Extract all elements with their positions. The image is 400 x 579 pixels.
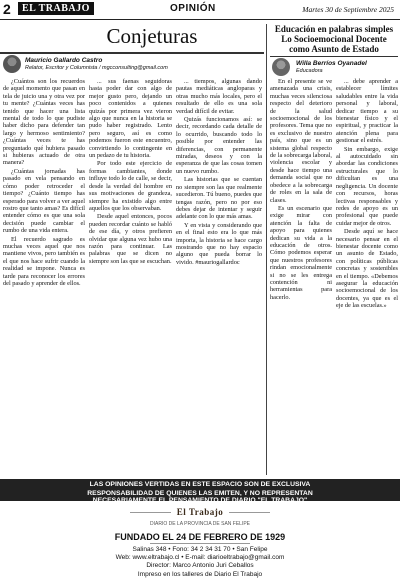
article-column-1 bbox=[3, 78, 85, 475]
divider bbox=[270, 56, 398, 57]
founded-date: FUNDADO EL 24 DE FEBRERO DE 1929 bbox=[114, 532, 286, 542]
paragraph: Quizás funcionamos así: se decir, recordando cada detalle de lo ocurrido, buscando todo lo posible por entender las diferencias, con permanente miradas, deseos y con la esperanza de que las cosas tomen un nuevo rumbo. bbox=[176, 116, 262, 175]
paragraph: ... debe aprender a establecer límites saludables entre la vida personal y laboral, dedicar tiempo a su bienestar físico y el espiritual, y practicar la atención plena para gestionar el estrés. bbox=[336, 78, 398, 145]
paragraph: ¿Cuántas jornadas has pasado en vela pensando en cómo poder retroceder el tiempo? ¿Cuánto tiempo has esperado para volver a ver aquel rostro que tanto amas? Es difícil entender cómo es que una sola decisión puede cambiar el rumbo de una vida entera. bbox=[3, 167, 85, 235]
author-avatar bbox=[272, 58, 290, 76]
footer-logo bbox=[130, 503, 270, 521]
issue-date: Martes 30 de Septiembre 2025 bbox=[302, 5, 394, 14]
contact-info bbox=[0, 546, 400, 579]
paragraph: Por todo este ejercicio de formas cambiantes, donde influye todo lo de calle, se decir, desde la verdad del hombre en sus motivaciones de grandeza, siempre ha existido algo entre aquellos que los observaban. bbox=[89, 160, 172, 212]
author-name: Mauricio Gallardo Castro bbox=[25, 57, 103, 64]
address-line: Salinas 348 • Fono: 34 2 34 31 70 • San Felipe bbox=[132, 546, 268, 553]
divider bbox=[150, 543, 250, 544]
printing-line: Impreso en los talleres de Diario El Trabajo bbox=[137, 570, 263, 578]
paragraph: Sin embargo, exige al autocuidado sin abordar las condiciones estructurales que lo dificultan es una negligencia. Un docente con recursos, horas lectivas responsables y redes de apoyo es un profesional que puede cuidar mejor de otros. bbox=[336, 145, 398, 227]
author-avatar bbox=[3, 55, 21, 73]
page-number: 2 bbox=[3, 1, 11, 17]
paragraph: Las historias que se cuentan no siempre son las que realmente sucedieron. Tú bueno, puedes que tengas razón, pero no por eso debes dejar de intentar y seguir adelante con lo que más amas. bbox=[176, 176, 262, 221]
article-column-3 bbox=[176, 78, 262, 475]
column-title: Conjeturas bbox=[106, 24, 198, 48]
disclaimer-line: RESPONSABILIDAD DE QUIENES LAS EMITEN, Y NO REPRESENTAN bbox=[87, 490, 313, 497]
divider bbox=[0, 52, 264, 54]
disclaimer-line: NECESARIAMENTE EL PENSAMIENTO DE DIARIO "EL TRABAJO" bbox=[92, 497, 308, 504]
paragraph: ... tiempos, algunas dando pautas mediáticas angloparas y otras mucho más locales, pero el resultado de ello es una sola verdad difícil de evitar. bbox=[176, 78, 262, 115]
web-line: Web: www.eltrabajo.cl • E-mail: diarioeltrabajo@gmail.com bbox=[115, 554, 285, 562]
footer-logo-name: El Trabajo bbox=[171, 507, 229, 517]
author-role: Relator, Escritor y Columnista / mgcconsulting@gmail.com bbox=[25, 65, 168, 71]
author-role: Educadora bbox=[296, 68, 323, 74]
director-line: Director: Marco Antonio Juri Ceballos bbox=[146, 562, 254, 570]
column-divider bbox=[266, 24, 267, 475]
paragraph: Desde aquí se hace necesario pensar en el bienestar docente como un asunto de Estado, con políticas públicas concretas y sostenibles en el tiempo. «Debemos asegurar la educación socioemocional de los docentes, ya que es el eje de las escuelas.» bbox=[336, 228, 398, 310]
article-column-5 bbox=[336, 78, 398, 475]
footer-logo-subtitle: DIARIO DE LA PROVINCIA DE SAN FELIPE bbox=[149, 521, 251, 527]
article-title: Educación en palabras simples Lo Socioemocional Docente como Asunto de Estado bbox=[274, 24, 394, 54]
newspaper-logo: EL TRABAJO bbox=[18, 2, 94, 15]
author-name: Willa Berríos Oyanadel bbox=[296, 60, 367, 67]
paragraph: En el presente se ve amenazada una crisis, muchas veces silenciosa respecto del deterioro de la salud socioemocional de los profesores. Tema que no es exclusivo de nuestro país, sino que es un sistema global respecto de la sobrecarga laboral, violencia escolar y desde hace tiempo una demanda social que no obedece a la sobrecarga de roles en la sala de clases. bbox=[270, 78, 332, 204]
article-column-2 bbox=[89, 78, 172, 475]
disclaimer-line: LAS OPINIONES VERTIDAS EN ESTE ESPACIO SON DE EXCLUSIVA bbox=[89, 481, 311, 488]
paragraph: Y en vista y considerando que en el final esto era lo que más importa, la historia se hace cargo mostrando que no hay espacio alguno que pueda borrar lo vivido. #mauriogallardoc bbox=[176, 221, 262, 266]
section-title: OPINIÓN bbox=[170, 3, 216, 14]
paragraph: ¿Cuántos son los recuerdos de aquel momento que pasan en tela de juicio una y otra vez por tu mente? ¿Cuántas veces has tenido que hacer una lista mental de todo lo que pudiste haber dicho para defender tan largo y hermoso sentimiento? ¿Cuántas veces te has preguntado qué hubiera pasado si hubieras actuado de otra manera? bbox=[3, 78, 85, 167]
disclaimer-box bbox=[0, 479, 400, 504]
paragraph: Es un escenario que exige mirar con atención la falta de apoyo para quienes dedican su vida a la educación de otros. Cómo podemos esperar que nuestros profesores rindan emocionalmente si no se les entrega contención ni herramientas para hacerlo. bbox=[270, 204, 332, 301]
paragraph: Desde aquel entonces, pocos pueden recordar cuánto se habló de ese día, y otros prefieren olvidar que alguna vez hubo una razón para continuar. Las palabras que se dicen no siempre son las que se escuchan. bbox=[89, 213, 172, 265]
article-column-4 bbox=[270, 78, 332, 475]
paragraph: El recuerdo sagrado es muchas veces aquel que nos mantiene vivos, pero también es el que nos hace sufrir cuando la realidad se impone. Nunca es tarde para reconocer los errores del pasado y aprender de ellos. bbox=[3, 235, 85, 287]
page-header bbox=[0, 0, 400, 20]
paragraph: ... sus faenas seguidoras hasta poder dar con algo de mejor gusto pero, dejando un poco contenidos a quienes quizás por primera vez vieron algo que nunca en la historia se pudo haber registrado. Lento pero seguro, así es como podemos fueron este encuentro, convirtiendo lo contingente en un pedazo de tu historia. bbox=[89, 78, 172, 160]
